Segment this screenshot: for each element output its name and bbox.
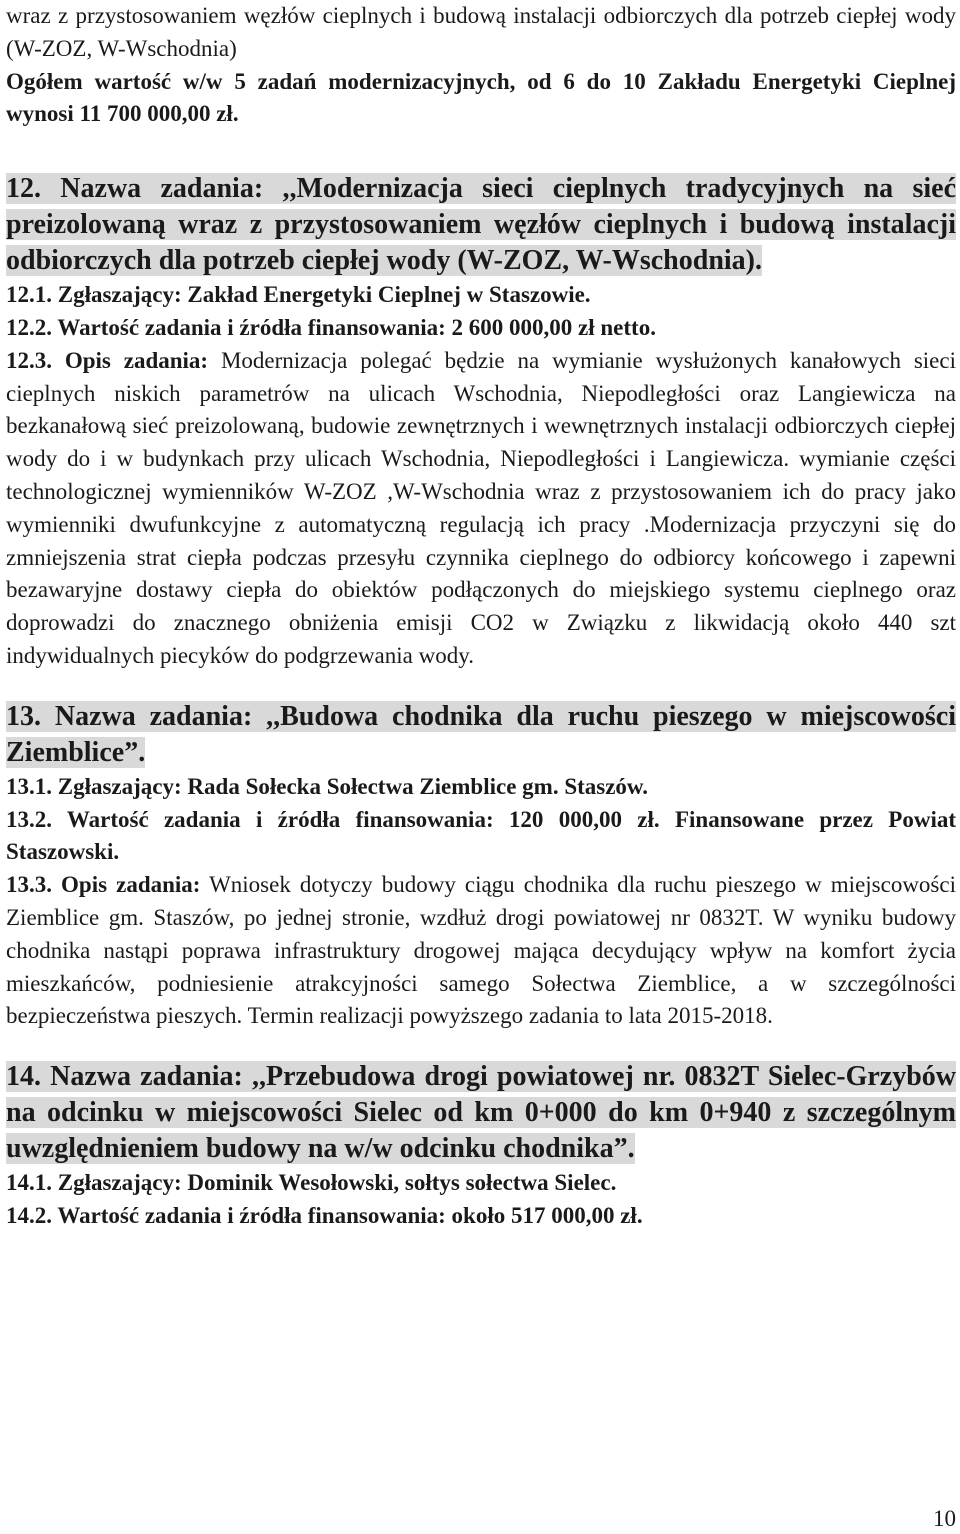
task-13-description-label: 13.3. Opis zadania: xyxy=(6,872,201,898)
task-12-description-text: Modernizacja polegać będzie na wymianie wysłużonych kanałowych sieci cieplnych niskich parametrów na ulicach Wschodnia, Niepodległości oraz Langiewicza na bezkanałową sieć preizolowaną, budowie zewnętrznych i wewnętrznych instalacji odbiorczych ciepłej wody do i w budynkach przy ulicach Wschodnia, Niepodległości i Langiewicza. wymianie części technologicznej wymienników W-ZOZ ,W-Wschodnia wraz z przystosowaniem ich do pracy jako wymienniki dwufunkcyjne z automatyczną regulacją ich pracy .Modernizacja przyczyni się do zmniejszenia strat ciepła podczas przesyłu czynnika cieplnego do odbiorcy końcowego i zapewni bezawaryjne dostawy ciepła do obiektów podłączonych do miejskiego systemu cieplnego oraz doprowadzi do znacznego obniżenia emisji CO2 w Związku z likwidacją około 440 szt indywidualnych piecyków do podgrzewania wody. xyxy=(6,347,956,668)
task-12-value: 12.2. Wartość zadania i źródła finansowania: 2 600 000,00 zł netto. xyxy=(6,314,656,340)
task-12-description xyxy=(6,345,956,673)
task-12-heading: 12. Nazwa zadania: ,,Modernizacja sieci cieplnych tradycyjnych na sieć preizolowaną wraz z przystosowaniem węzłów cieplnych i budową instalacji odbiorczych dla potrzeb ciepłej wody (W-ZOZ, W-Wschodnia). xyxy=(6,173,956,277)
task-12-description-label: 12.3. Opis zadania: xyxy=(6,347,209,373)
task-13-heading: 13. Nazwa zadania: ,,Budowa chodnika dla ruchu pieszego w miejscowości Ziemblice”. xyxy=(6,700,956,768)
task-13-applicant: 13.1. Zgłaszający: Rada Sołecka Sołectwa Ziemblice gm. Staszów. xyxy=(6,773,649,799)
task-14-applicant: 14.1. Zgłaszający: Dominik Wesołowski, sołtys sołectwa Sielec. xyxy=(6,1170,617,1196)
task-13-description xyxy=(6,869,956,1033)
task-13 xyxy=(6,699,956,1033)
task-14-value: 14.2. Wartość zadania i źródła finansowania: około 517 000,00 zł. xyxy=(6,1202,643,1228)
task-13-value: 13.2. Wartość zadania i źródła finansowania: 120 000,00 zł. Finansowane przez Powiat Staszowski. xyxy=(6,806,956,865)
intro-continuation: wraz z przystosowaniem węzłów cieplnych i budową instalacji odbiorczych dla potrzeb ciepłej wody (W-ZOZ, W-Wschodnia) xyxy=(6,3,956,61)
task-12 xyxy=(6,171,956,673)
page-number: 10 xyxy=(933,1506,956,1531)
task-13-description-text: Wniosek dotyczy budowy ciągu chodnika dla ruchu pieszego w miejscowości Ziemblice gm. Staszów, po jednej stronie, wzdłuż drogi powiatowej nr 0832T. W wyniku budowy chodnika nastąpi poprawa infrastruktury drogowej mająca decydujący wpływ na komfort życia mieszkańców, podniesienie atrakcyjności samego Sołectwa Ziemblice, a w szczególności bezpieczeństwa pieszych. Termin realizacji powyższego zadania to lata 2015-2018. xyxy=(6,872,956,1029)
intro-summary: Ogółem wartość w/w 5 zadań modernizacyjnych, od 6 do 10 Zakładu Energetyki Cieplnej wynosi 11 700 000,00 zł. xyxy=(6,68,956,127)
task-14 xyxy=(6,1059,956,1233)
task-12-applicant: 12.1. Zgłaszający: Zakład Energetyki Cieplnej w Staszowie. xyxy=(6,282,591,308)
task-14-heading: 14. Nazwa zadania: ,,Przebudowa drogi powiatowej nr. 0832T Sielec-Grzybów na odcinku w miejscowości Sielec od km 0+000 do km 0+940 z szczególnym uwzględnieniem budowy na w/w odcinku chodnika”. xyxy=(6,1061,956,1165)
